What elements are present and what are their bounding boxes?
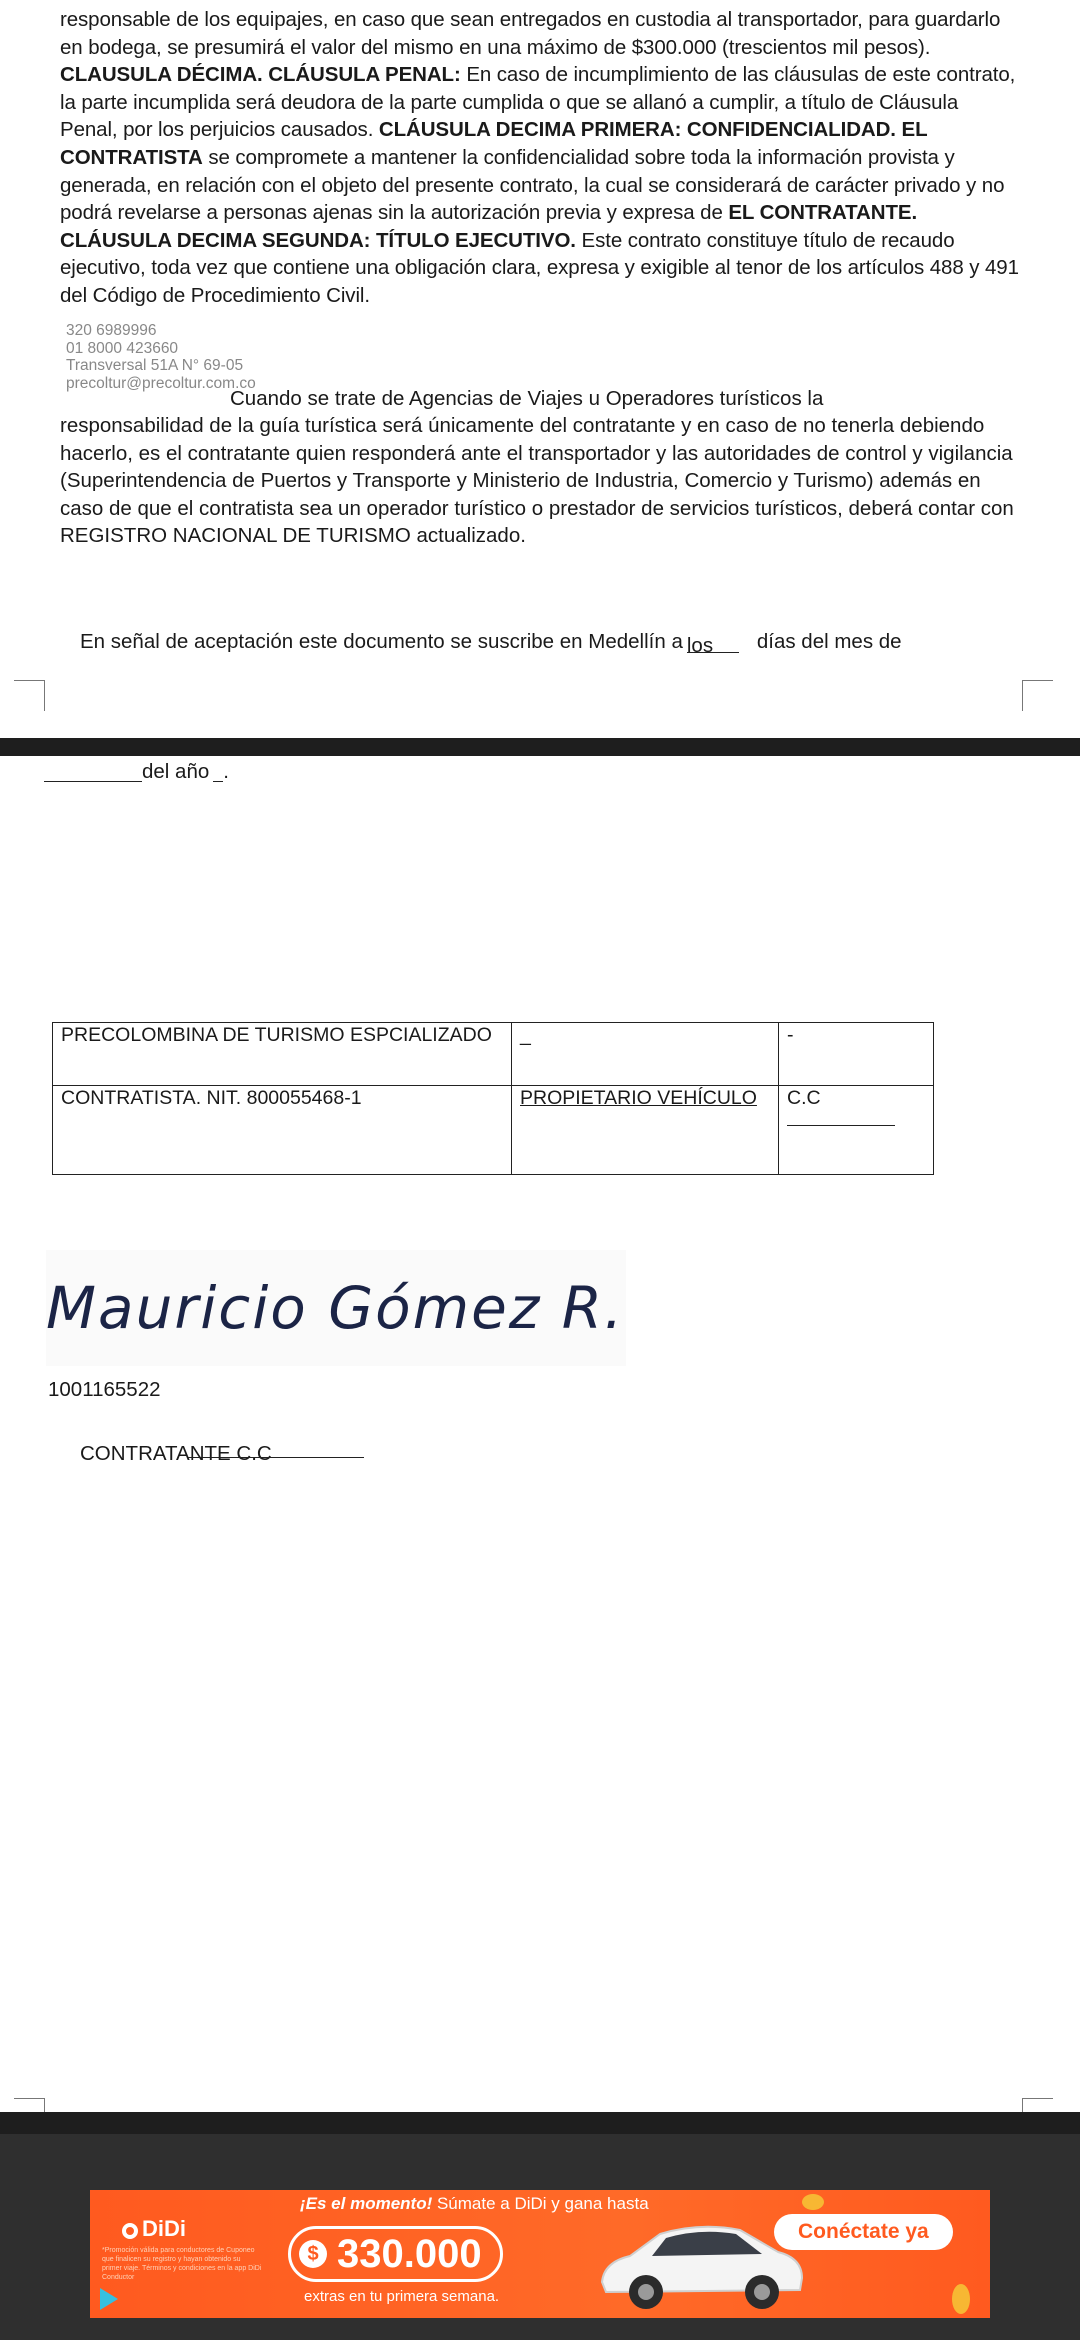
- contact-toll-free: 01 8000 423660: [66, 339, 179, 357]
- clause-twelve-heading: CLÁUSULA DECIMA SEGUNDA: TÍTULO EJECUTIVO.: [60, 228, 576, 252]
- year-label: del año: [142, 760, 210, 783]
- year-blank: [213, 763, 223, 782]
- owner-signature-cell: _: [512, 1023, 779, 1086]
- ad-extras: extras en tu primera semana.: [304, 2288, 500, 2305]
- month-blank: [44, 763, 142, 782]
- document-page-1: [0, 0, 1080, 738]
- ad-headline-text: Súmate a DiDi y gana hasta: [432, 2194, 649, 2213]
- day-blank: [686, 634, 739, 657]
- paragraph-first-line: Cuando se trate de Agencias de Viajes u Operadores turísticos la: [230, 387, 824, 410]
- signature-blank-line: [188, 1445, 364, 1458]
- contractor-name-cell: PRECOLOMBINA DE TURISMO ESPCIALIZADO: [53, 1023, 512, 1086]
- contact-phone: 320 6989996: [66, 322, 157, 339]
- owner-id-cell: -: [779, 1023, 934, 1086]
- connect-now-button[interactable]: Conéctate ya: [774, 2214, 953, 2250]
- ad-choices-icon[interactable]: [100, 2288, 118, 2310]
- clause-text: responsable de los equipajes, en caso que sean entregados en custodia al transportador, para guardarlo en bodega, se presumirá el valor del mismo en una máximo de $300.000 (trescientos mil pesos).: [60, 8, 1001, 59]
- didi-ad-banner[interactable]: [90, 2190, 990, 2318]
- contractor-nit-cell: CONTRATISTA. NIT. 800055468-1: [53, 1086, 512, 1175]
- vehicle-owner-cell: [512, 1086, 779, 1175]
- vehicle-owner-label: PROPIETARIO VEHÍCULO: [520, 1087, 757, 1109]
- handwritten-signature: Mauricio Gómez R.: [46, 1250, 626, 1366]
- contratante-heading: EL CONTRATANTE.: [728, 201, 918, 225]
- clause-text: Este contrato constituye título de recaudo ejecutivo, toda vez que contiene una obligación clara, expresa y exigible al tenor de los artículos 488 y 491 del Código de Procedimiento Civil.: [60, 228, 1019, 307]
- contratante-label-line: [80, 1442, 364, 1466]
- company-contact-block: [66, 322, 256, 392]
- ad-amount-value: 330.000: [337, 2232, 482, 2276]
- page-corner-mark: [1022, 680, 1053, 711]
- dollar-coin-icon: $: [299, 2240, 327, 2268]
- acceptance-line: [80, 630, 902, 657]
- contratante-label: CONTRATANTE C.C: [80, 1442, 272, 1465]
- didi-logo-icon: [122, 2223, 138, 2239]
- clause-ten-heading: CLAUSULA DÉCIMA. CLÁUSULA PENAL:: [60, 63, 461, 87]
- ad-brand-name: DiDi: [142, 2216, 186, 2241]
- clauses-paragraph: [60, 6, 1020, 310]
- contact-email: precoltur@precoltur.com.co: [66, 374, 256, 392]
- clause-text: se compromete a mantener la confidencialidad sobre toda la información provista y generada, en relación con el objeto del presente contrato, la cual se considerará de carácter privado y no podrá revelarse a personas ajenas sin la autorización previa y expresa de: [60, 145, 1005, 225]
- paragraph-body: responsabilidad de la guía turística será únicamente del contratante y en caso de no tenerla debiendo hacerlo, es el contratante quien responderá ante el transportador y las autoridades de control y vigilancia (Superintendencia de Puertos y Transporte y Ministerio de Industria, Comercio y Turismo) además en caso de que el contratista sea un operador turístico o prestador de servicios turísticos, deberá contar con REGISTRO NACIONAL DE TURISMO actualizado.: [60, 414, 1014, 548]
- footer-strip: [0, 2112, 1080, 2134]
- clause-eleven-heading: CLÁUSULA DECIMA PRIMERA: CONFIDENCIALIDAD. EL CONTRATISTA: [60, 118, 928, 169]
- acceptance-text: En señal de aceptación este documento se suscribe en Medellín a: [80, 630, 683, 653]
- ad-brand: [122, 2216, 186, 2242]
- year-end-mark: .: [223, 760, 229, 783]
- signer-id-number: 1001165522: [48, 1378, 161, 1401]
- ad-headline-italic: ¡Es el momento!: [300, 2194, 433, 2213]
- signature-table: [52, 1022, 934, 1175]
- cc-label: C.C: [787, 1087, 821, 1109]
- clause-text: En caso de incumplimiento de las cláusulas de este contrato, la parte incumplida será deudora de la parte cumplida o que se allanó a cumplir, a título de Cláusula Penal, por los perjuicios causados.: [60, 63, 1016, 142]
- year-line: [44, 760, 229, 784]
- coin-decoration-icon: [802, 2194, 824, 2210]
- ad-fine-print: *Promoción válida para conductores de Cuponeo que finalicen su registro y hayan obtenido su primer viaje. Términos y condiciones en la app DiDi Conductor: [102, 2247, 262, 2281]
- cc-blank: [787, 1125, 895, 1126]
- coin-decoration-icon: [952, 2284, 970, 2314]
- ad-amount: [288, 2226, 503, 2282]
- cc-cell: [779, 1086, 934, 1175]
- contact-address: Transversal 51A N° 69-05: [66, 357, 244, 374]
- month-text: días del mes de: [756, 630, 902, 653]
- page-corner-mark: [14, 680, 45, 711]
- page-break: [0, 738, 1080, 756]
- day-blank-text: los: [686, 634, 714, 657]
